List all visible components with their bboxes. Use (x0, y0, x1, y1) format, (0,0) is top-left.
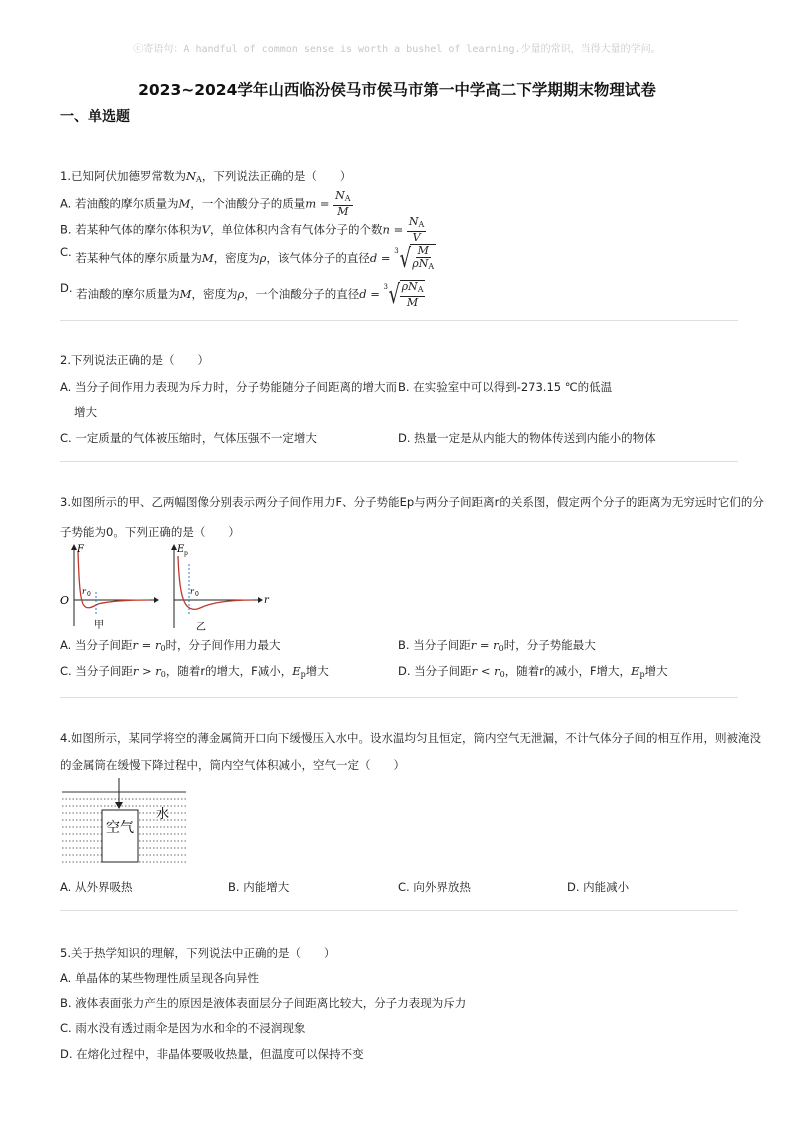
q4-stem-line2: 的金属筒在缓慢下降过程中，筒内空气体积减小，空气一定（ ） (60, 758, 405, 772)
q2-option-b[interactable]: B. 在实验室中可以得到-273.15 ℃的低温 (398, 380, 613, 394)
svg-text:r: r (82, 587, 86, 596)
svg-text:O: O (60, 594, 70, 607)
divider (60, 461, 738, 462)
q3-option-a[interactable]: A. 当分子间距$r = r_0$时，分子间作用力最大 (60, 638, 281, 653)
potential-energy-graph (171, 544, 270, 633)
svg-text:空气: 空气 (106, 820, 134, 836)
q2-option-c[interactable]: C. 一定质量的气体被压缩时，气体压强不一定增大 (60, 431, 317, 445)
svg-text:甲: 甲 (94, 620, 104, 631)
section-heading: 一、单选题 (60, 109, 130, 125)
q5-option-b[interactable]: B. 液体表面张力产生的原因是液体表面层分子间距离比较大，分子力表现为斥力 (60, 996, 467, 1010)
q4-figure (58, 776, 192, 868)
q1-option-a[interactable]: A. 若油酸的摩尔质量为M，一个油酸分子的质量m = $\frac{N_A}{M}$ (60, 189, 351, 218)
q1-option-b[interactable]: B. 若某种气体的摩尔体积为V，单位体积内含有气体分子的个数n = $\frac{N_A}{V}$ (60, 215, 425, 244)
q5-stem: 5.关于热学知识的理解，下列说法中正确的是（ ） (60, 946, 336, 960)
q5-option-a[interactable]: A. 单晶体的某些物理性质呈现各向异性 (60, 971, 259, 985)
svg-text:F: F (77, 544, 84, 555)
q3-stem-line2: 子势能为0。下列正确的是（ ） (60, 525, 240, 539)
q1-stem: 1.已知阿伏加德罗常数为$N_A$，下列说法正确的是（ ） (60, 169, 352, 184)
q3-option-c[interactable]: C. 当分子间距$r > r_0$，随着r的增大，F减小，$E_p$增大 (60, 664, 329, 679)
q5-option-d[interactable]: D. 在熔化过程中，非晶体要吸收热量，但温度可以保持不变 (60, 1047, 364, 1061)
q1-option-d[interactable]: D. 若油酸的摩尔质量为M，密度为ρ，一个油酸分子的直径d = 3 √ $\frac{\rho N_A}{M}$ (60, 279, 424, 310)
svg-text:0: 0 (195, 591, 199, 598)
svg-text:水: 水 (156, 807, 170, 822)
divider (60, 910, 738, 911)
q2-stem: 2.下列说法正确的是（ ） (60, 353, 209, 367)
q3-option-d[interactable]: D. 当分子间距$r < r_0$，随着r的减小，F增大，$E_p$增大 (398, 664, 668, 679)
q5-option-c[interactable]: C. 雨水没有透过雨伞是因为水和伞的不浸润现象 (60, 1021, 306, 1035)
q4-option-a[interactable]: A. 从外界吸热 (60, 880, 133, 894)
svg-text:0: 0 (87, 591, 91, 598)
svg-text:乙: 乙 (196, 622, 206, 633)
force-graph (60, 544, 159, 631)
watermark: ⓒ寄语句：A handful of common sense is worth a bushel of learning.少量的常识，当得大量的学问。 (133, 44, 661, 55)
q2-option-a[interactable]: A. 当分子间作用力表现为斥力时，分子势能随分子间距离的增大而 增大 (60, 380, 397, 419)
q4-option-d[interactable]: D. 内能减小 (567, 880, 630, 894)
q4-stem-line1: 4.如图所示，某同学将空的薄金属筒开口向下缓慢压入水中。设水温均匀且恒定，筒内空气无泄漏，不计气体分子间的相互作用，则被淹没 (60, 731, 761, 745)
q3-stem-line1: 3.如图所示的甲、乙两幅图像分别表示两分子间作用力F、分子势能Ep与两分子间距离r的关系图，假定两个分子的距离为无穷远时它们的分 (60, 495, 764, 509)
q4-option-c[interactable]: C. 向外界放热 (398, 880, 471, 894)
q3-figure (58, 542, 274, 634)
q3-option-b[interactable]: B. 当分子间距$r = r_0$时，分子势能最大 (398, 638, 596, 653)
svg-text:E: E (177, 544, 185, 555)
page-title: 2023~2024学年山西临汾侯马市侯马市第一中学高二下学期期末物理试卷 (138, 81, 656, 99)
divider (60, 320, 738, 321)
svg-text:p: p (184, 550, 188, 557)
q2-option-d[interactable]: D. 热量一定是从内能大的物体传送到内能小的物体 (398, 431, 656, 445)
svg-text:r: r (264, 595, 269, 606)
divider (60, 697, 738, 698)
svg-text:r: r (190, 587, 194, 596)
q4-option-b[interactable]: B. 内能增大 (228, 880, 290, 894)
q1-option-c[interactable]: C. 若某种气体的摩尔质量为M，密度为ρ，该气体分子的直径d = 3 √ $\frac{M}{\rho N_A}$ (60, 243, 435, 274)
